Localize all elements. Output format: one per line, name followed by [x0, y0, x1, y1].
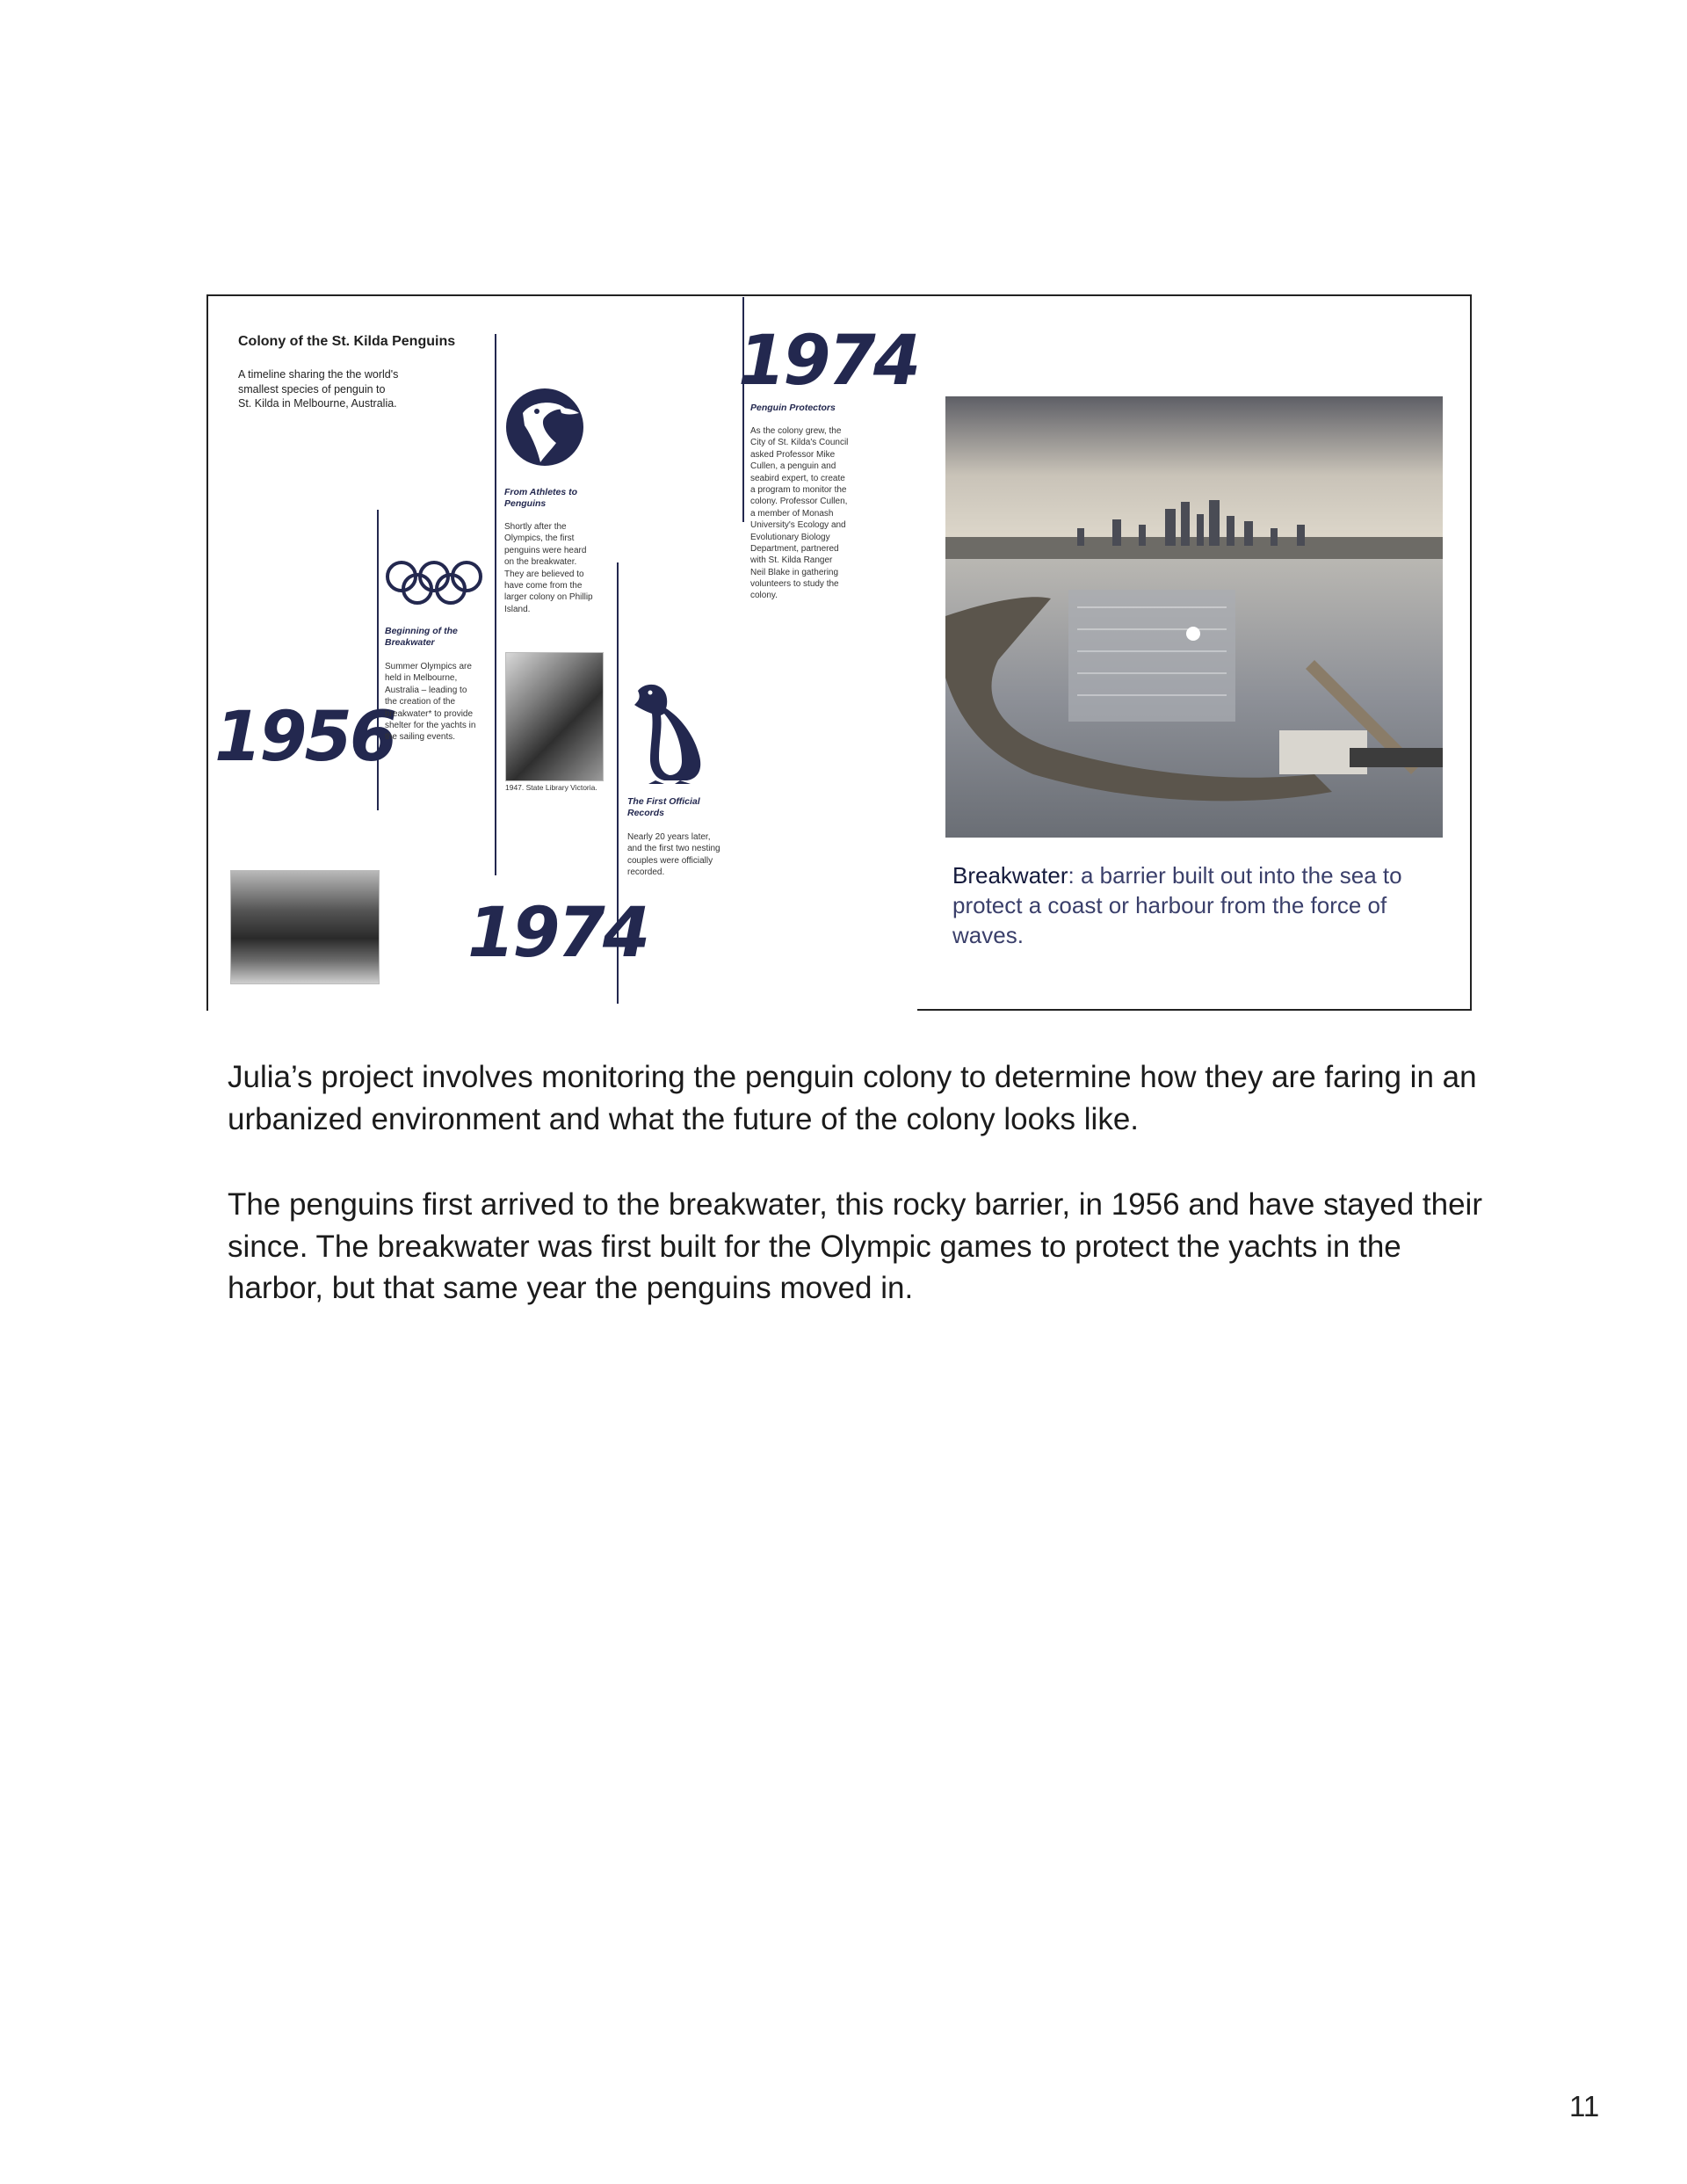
slide-frame-top: [206, 294, 1472, 296]
slide-frame-left: [206, 295, 208, 1011]
year-1956: 1956: [214, 698, 395, 777]
year-1974-top: 1974: [738, 322, 919, 401]
penguin-head-icon: [505, 387, 584, 472]
historic-photo-1947: [505, 652, 604, 781]
definition-text: : a barrier built out into the sea to protect a coast or harbour from the force of waves.: [952, 862, 1402, 948]
slide-frame-right: [1470, 294, 1472, 1011]
timeline-line-athletes: [495, 334, 496, 875]
breakwater-definition: [952, 861, 1444, 950]
year-1974-bottom: 1974: [467, 894, 648, 973]
event-records-text: Nearly 20 years later, and the first two nesting couples were officially recorded.: [627, 832, 720, 878]
breakwater-aerial-photo: [945, 396, 1443, 838]
body-paragraph-2: The penguins first arrived to the breakwater, this rocky barrier, in 1956 and have stayed their since. The breakwater was first built for the Olympic games to protect the yachts in the harbor, but that same year the penguins moved in.: [228, 1187, 1482, 1306]
slide-frame-bottom: [917, 1009, 1472, 1011]
penguins-photo: [230, 870, 380, 984]
slide-intro: A timeline sharing the the world's smallest species of penguin to St. Kilda in Melbourne, Australia.: [238, 368, 399, 410]
event-athletes-text: Shortly after the Olympics, the first penguins were heard on the breakwater. They are believed to have come from the larger colony on Phillip Island.: [504, 522, 593, 614]
event-athletes-title: From Athletes to Penguins: [504, 487, 578, 510]
event-protectors-title: Penguin Protectors: [750, 403, 836, 413]
event-protectors-text: As the colony grew, the City of St. Kilda's Council asked Professor Mike Cullen, a penguin and seabird expert, to create a program to monitor the colony. Professor Cullen, a member of Monash University's Ecology and Evolutionary Biology Department, partnered with St. Kilda Ranger Neil Blake in gathering volunteers to study the colony.: [750, 426, 849, 601]
penguin-icon: [629, 678, 710, 788]
olympic-rings-icon: [384, 559, 484, 611]
slide-title: Colony of the St. Kilda Penguins: [238, 334, 456, 349]
definition-term: Breakwater: [952, 862, 1068, 889]
event-breakwater-title: Beginning of the Breakwater: [385, 626, 458, 649]
event-breakwater-text: Summer Olympics are held in Melbourne, Australia – leading to the creation of the breakwater* to provide shelter for the yachts in the sailing events.: [385, 662, 476, 743]
event-records-title: The First Official Records: [627, 796, 700, 819]
body-paragraph-1: Julia’s project involves monitoring the penguin colony to determine how they are faring in an urbanized environment and what the future of the colony looks like.: [228, 1060, 1477, 1136]
photo-caption: 1947. State Library Victoria.: [505, 783, 597, 792]
page-number: 11: [1569, 2090, 1600, 2122]
